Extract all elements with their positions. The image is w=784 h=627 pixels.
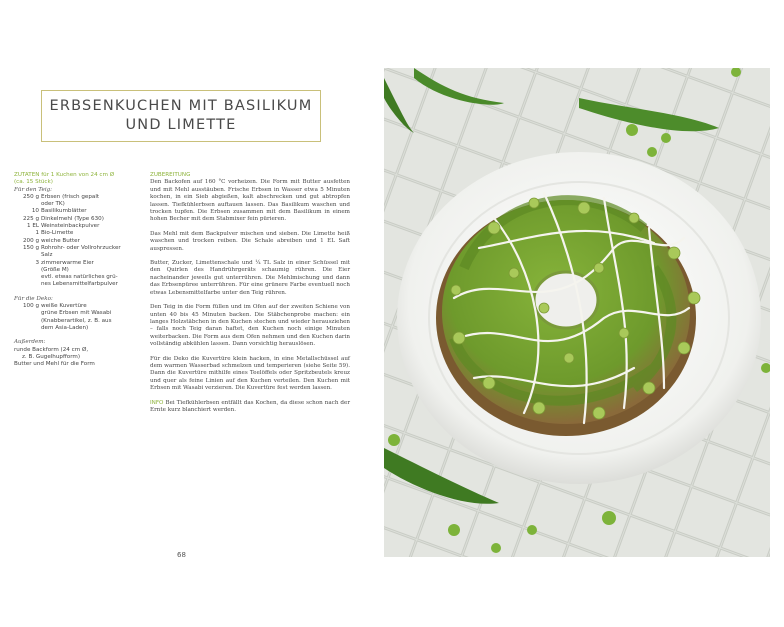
ingredient-row — [14, 245, 136, 252]
ingredient-row — [14, 252, 136, 259]
info-label: INFO — [150, 399, 164, 406]
ingredient-row — [14, 325, 136, 332]
ingredient-row — [14, 318, 136, 325]
ingredient-name: Dinkelmehl (Type 630) — [41, 215, 104, 222]
preparation-step: Für die Deko die Kuvertüre klein hacken, in eine Metallschüssel auf dem warmen Wasserbad schmelzen und temperieren (siehe Seite 59). Dann die Kuvertüre mithilfe eines Teelöffels oder Spritzbeutels kreuz und quer als feine Linien auf den Kuchen verteilen. Den Kuchen mit Erbsen mit Wasabi verzieren. Die Kuvertüre fest werden lassen. — [150, 355, 350, 392]
info-text: Bei Tiefkühlerbsen entfällt das Kochen, da diese schon nach der Ernte kurz blanchiert werden. — [150, 399, 350, 413]
preparation-step: Den Backofen auf 160 °C vorheizen. Die Form mit Butter ausfetten und mit Mehl ausstäuben. Frische Erbsen in Wasser etwa 5 Minuten kochen, in ein Sieb abgießen, kalt abschrecken und gut abtropfen lassen. Tiefkühlerbsen auftauen lassen. Das Basilikum waschen und trocken tupfen. Die Erbsen zusammen mit dem Basilikum in einem hohen Becher mit dem Stabmixer fein pürieren. — [150, 179, 350, 223]
ingredient-name: grüne Erbsen mit Wasabi — [41, 310, 112, 317]
dough-section-title: Für den Teig: — [14, 186, 53, 193]
page-number: 68 — [177, 551, 186, 559]
ingredient-qty: 225 g — [22, 215, 39, 222]
ingredient-qty: 250 g — [22, 193, 39, 200]
preparation-column — [150, 172, 350, 421]
preparation-step: Den Teig in die Form füllen und im Ofen auf der zweiten Schiene von unten 40 bis 45 Minuten backen. Die Stäbchenprobe machen: ein langes Holzstäbchen in den Kuchen stechen und wieder herausziehen – falls noch Teig daran haftet, den Kuchen noch einige Minuten weiterbacken. Die Form aus dem Ofen nehmen und den Kuchen darin vollständig abkühlen lassen. Dann vorsichtig herauslösen. — [150, 304, 350, 348]
ingredient-qty: 1 EL — [27, 223, 39, 230]
ingredient-qty: 10 — [31, 208, 39, 215]
ingredient-qty: 3 — [35, 259, 39, 266]
extras-line: Butter und Mehl für die Form — [14, 361, 95, 368]
ingredient-qty: 200 g — [22, 237, 39, 244]
recipe-title-box — [41, 90, 321, 142]
ingredient-qty — [14, 274, 41, 281]
ingredient-qty — [14, 252, 41, 259]
ingredient-row — [14, 223, 136, 230]
ingredient-name: oder TK) — [41, 201, 65, 208]
ingredient-name: Bio-Limette — [41, 230, 74, 237]
preparation-step: Das Mehl mit dem Backpulver mischen und sieben. Die Limette heiß waschen und trocken reiben. Die Schale abreiben und 1 EL Saft auspressen. — [150, 230, 350, 252]
left-page — [0, 0, 384, 627]
ingredient-row — [14, 281, 136, 288]
ingredient-qty — [14, 281, 41, 288]
ingredient-name: (Größe M) — [41, 266, 69, 273]
ingredient-qty: 100 g — [22, 303, 39, 310]
ingredients-heading: ZUTATEN für 1 Kuchen von 24 cm Ø — [14, 172, 115, 178]
ingredient-name: Weinsteinbackpulver — [41, 223, 100, 230]
ingredient-name: Salz — [41, 252, 53, 259]
decoration-ingredient-list — [14, 303, 136, 332]
ingredient-name: zimmerwarme Eier — [41, 259, 94, 266]
ingredient-qty — [14, 325, 41, 332]
ingredient-name: Basilikumblätter — [41, 208, 87, 215]
ingredient-qty — [14, 201, 41, 208]
ingredient-name: nes Lebensmittelfarbpulver — [41, 281, 118, 288]
recipe-title-line-1: ERBSENKUCHEN MIT BASILIKUM — [49, 98, 313, 114]
ingredient-row — [14, 201, 136, 208]
ingredient-row — [14, 238, 136, 245]
ingredient-qty — [14, 267, 41, 274]
preparation-heading: ZUBEREITUNG — [150, 172, 191, 178]
cake-photo-illustration — [384, 68, 770, 557]
decoration-section-title: Für die Deko: — [14, 295, 53, 302]
ingredient-row — [14, 267, 136, 274]
ingredient-row — [14, 303, 136, 310]
dough-ingredient-list — [14, 194, 136, 289]
info-note — [150, 400, 350, 415]
ingredient-qty: 150 g — [22, 244, 39, 251]
ingredient-name: dem Asia-Laden) — [41, 324, 89, 331]
extras-line: z. B. Gugelhupfform) — [22, 353, 81, 360]
ingredient-name: weiche Butter — [41, 237, 80, 244]
ingredient-name: weiße Kuvertüre — [41, 303, 87, 310]
ingredient-name: evtl. etwas natürliches grü- — [41, 274, 118, 281]
ingredients-yield: (ca. 15 Stück) — [14, 179, 53, 186]
ingredient-row — [14, 208, 136, 215]
ingredient-row — [14, 274, 136, 281]
ingredient-name: Erbsen (frisch gepalt — [41, 193, 100, 200]
ingredient-row — [14, 310, 136, 317]
extras-section-title: Außerdem: — [14, 339, 46, 346]
ingredient-name: (Knabberartikel, z. B. aus — [41, 317, 112, 324]
cake-photo — [384, 68, 770, 557]
ingredient-qty: 1 — [35, 230, 39, 237]
ingredient-row — [14, 230, 136, 237]
ingredient-name: Rohrohr- oder Vollrohrzucker — [41, 244, 121, 251]
ingredients-column — [14, 172, 136, 368]
ingredient-row — [14, 194, 136, 201]
preparation-step: Butter, Zucker, Limettenschale und ¼ TL Salz in einer Schüssel mit den Quirlen des Handrührgeräts schaumig rühren. Die Eier nacheinander jeweils gut unterrühren. Die Mehlmischung und dann das Erbsenpüree unterrühren. Für eine grünere Farbe eventuell noch etwas Lebensmittelfarbe unter den Teig rühren. — [150, 260, 350, 296]
ingredient-row — [14, 216, 136, 223]
ingredient-qty — [14, 310, 41, 317]
ingredient-qty — [14, 318, 41, 325]
recipe-title-line-2: UND LIMETTE — [125, 117, 237, 133]
ingredient-row — [14, 260, 136, 267]
extras-line: runde Backform (24 cm Ø, — [14, 346, 89, 353]
